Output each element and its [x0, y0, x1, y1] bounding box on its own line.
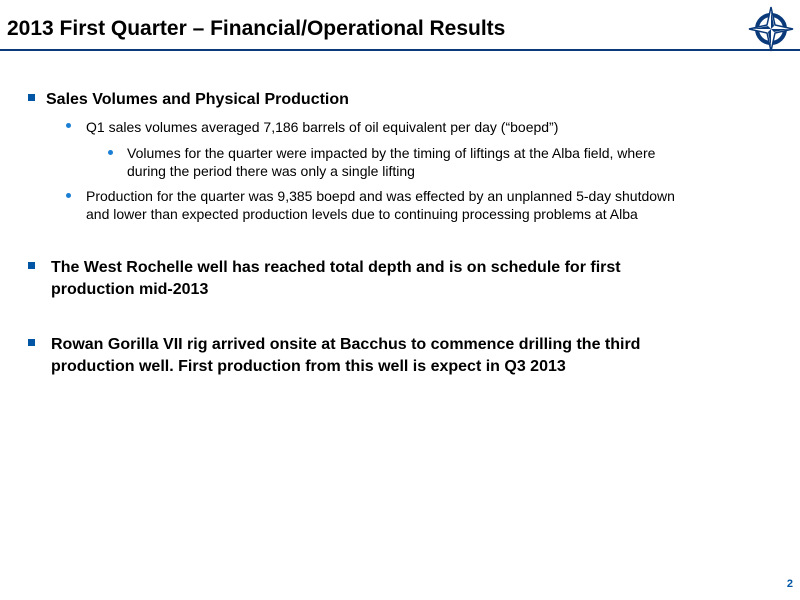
square-bullet-icon	[28, 339, 35, 346]
point-rowan-gorilla-line: Rowan Gorilla VII rig arrived onsite at Bacchus to commence drilling the third	[51, 336, 641, 353]
slide-title: 2013 First Quarter – Financial/Operational Results	[7, 17, 506, 40]
point-rowan-gorilla-line: production well. First production from this well is expect in Q3 2013	[51, 358, 566, 375]
round-bullet-icon	[66, 193, 71, 198]
bullet-sales-volumes: Q1 sales volumes averaged 7,186 barrels of oil equivalent per day (“boepd”)	[86, 119, 559, 135]
bullet-production-line: Production for the quarter was 9,385 boepd and was effected by an unplanned 5-day shutdown	[86, 188, 675, 204]
point-west-rochelle-line: production mid-2013	[51, 281, 209, 298]
square-bullet-icon	[28, 262, 35, 269]
square-bullet-icon	[28, 94, 35, 101]
point-west-rochelle-line: The West Rochelle well has reached total depth and is on schedule for first	[51, 259, 621, 276]
section-heading: Sales Volumes and Physical Production	[46, 91, 349, 108]
page-number: 2	[786, 578, 793, 590]
round-bullet-icon	[108, 150, 113, 155]
sub-bullet-line: Volumes for the quarter were impacted by the timing of liftings at the Alba field, where	[127, 145, 656, 161]
sub-bullet-line: during the period there was only a single lifting	[127, 163, 415, 179]
round-bullet-icon	[66, 123, 71, 128]
bullet-production-line: and lower than expected production levels due to continuing processing problems at Alba	[86, 206, 638, 222]
